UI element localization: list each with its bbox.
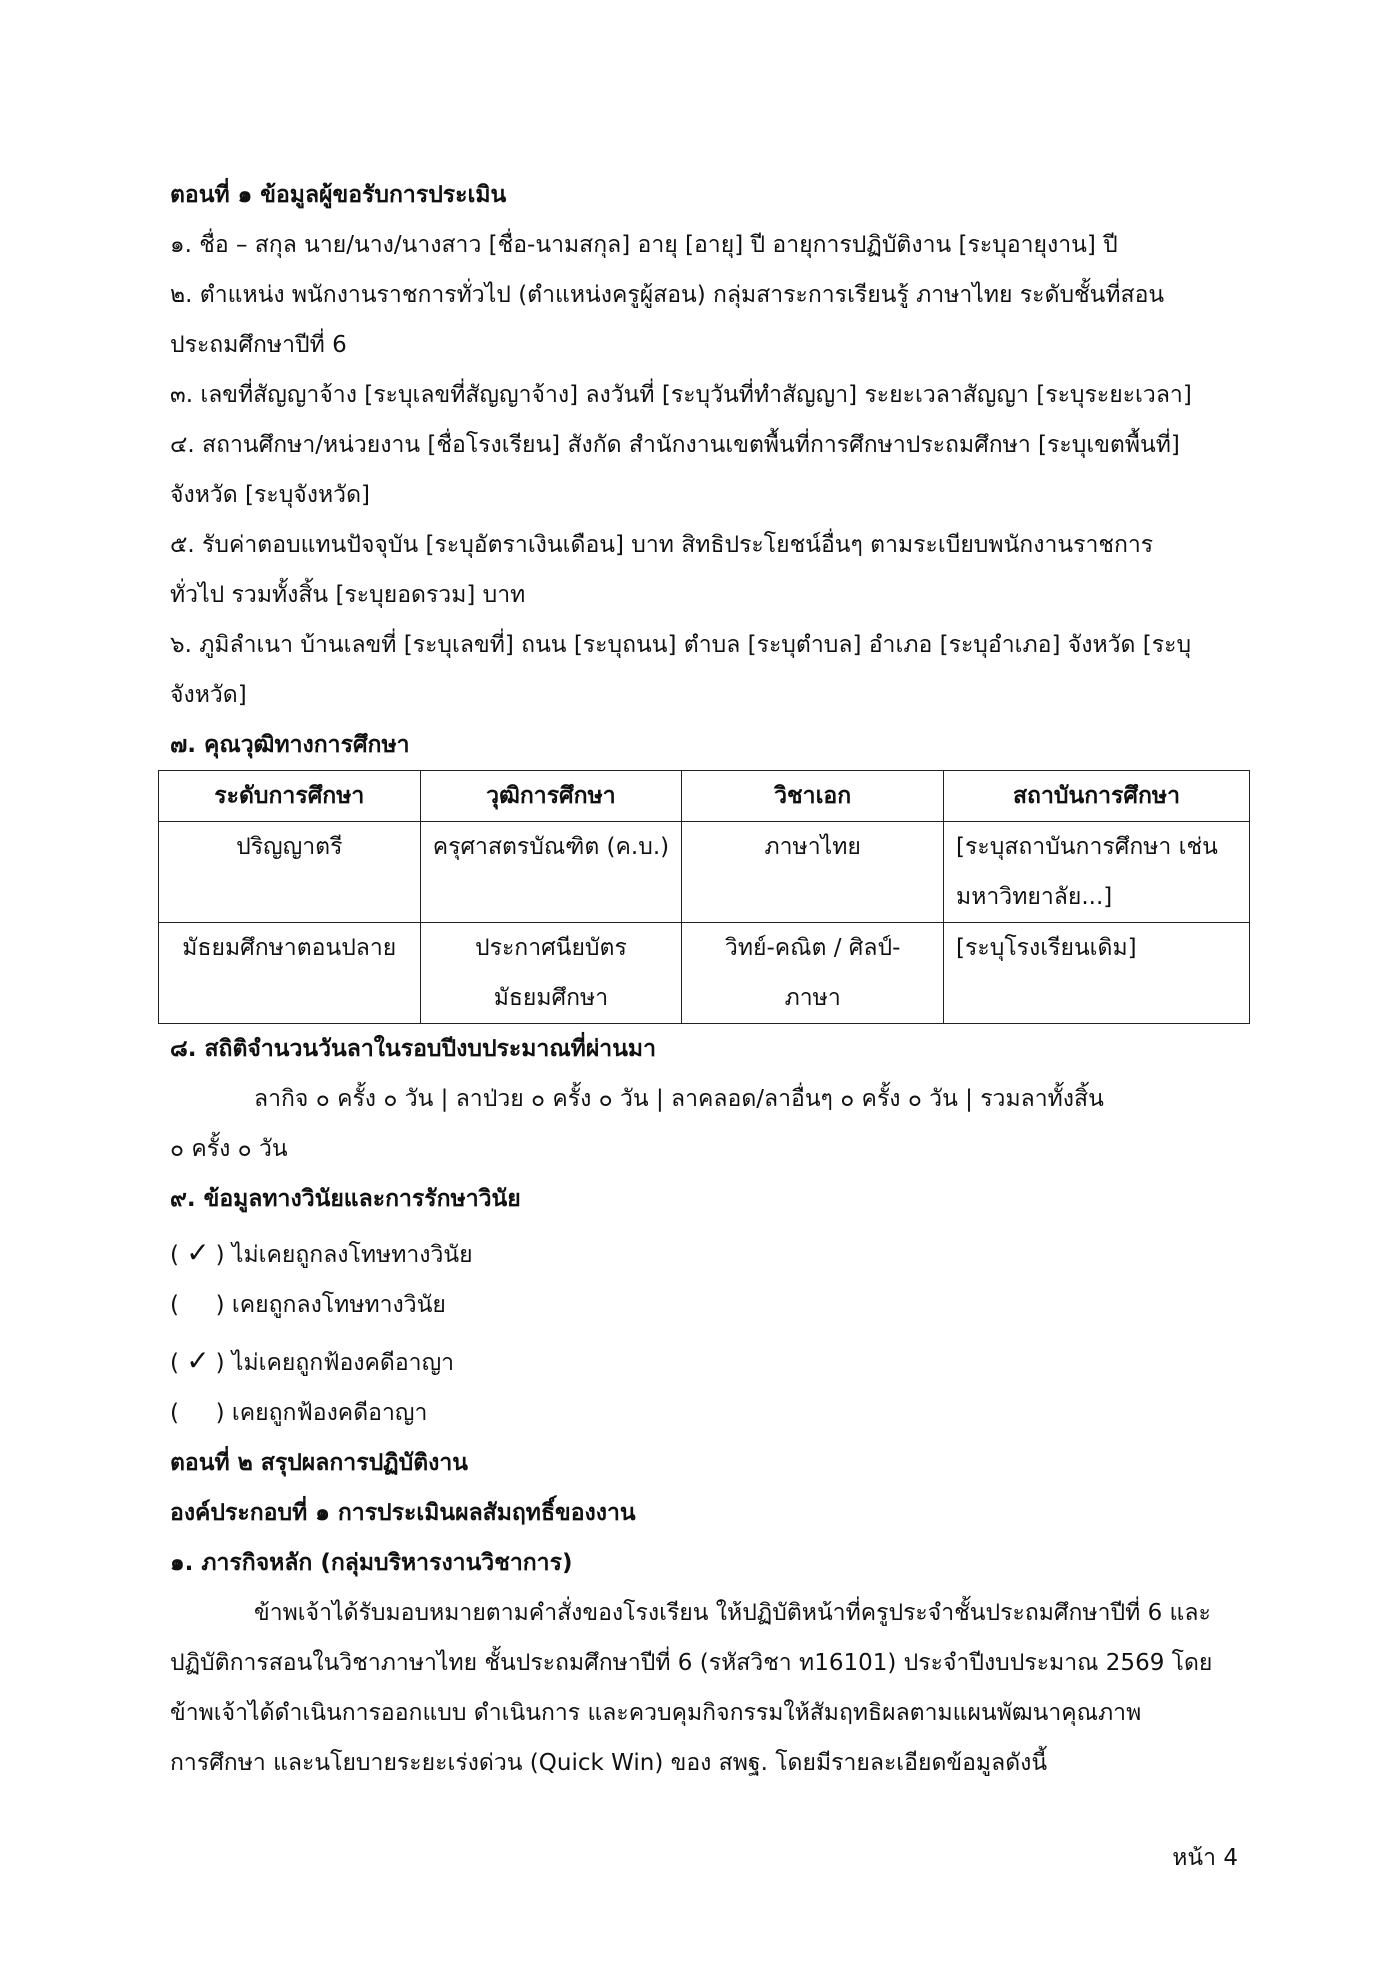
item-name-age: ๑. ชื่อ – สกุล นาย/นาง/นางสาว [ชื่อ-นามสกุล] อายุ [อายุ] ปี อายุการปฏิบัติงาน [ระบุอายุงาน] ปี: [170, 232, 1118, 258]
header-degree: วุฒิการศึกษา: [420, 771, 682, 822]
paragraph-line1-text: ข้าพเจ้าได้รับมอบหมายตามคำสั่งของโรงเรียน ให้ปฏิบัติหน้าที่ครูประจำชั้นประถมศึกษาปีที่ 6 และ: [254, 1600, 1211, 1626]
document-body: [170, 170, 1238, 1788]
check-mark-icon: ✓: [186, 1236, 210, 1269]
cell-major: ภาษาไทย: [682, 822, 944, 923]
cell-level: ปริญญาตรี: [159, 822, 421, 923]
item-address-line1: ๖. ภูมิลำเนา บ้านเลขที่ [ระบุเลขที่] ถนน [ระบุถนน] ตำบล [ระบุตำบล] อำเภอ [ระบุอำเภอ] จังหวัด [ระบุ: [170, 632, 1192, 658]
part1-heading: ตอนที่ ๑ ข้อมูลผู้ขอรับการประเมิน: [170, 182, 507, 208]
paragraph-line1: [170, 1588, 1238, 1638]
discipline-label: เคยถูกลงโทษทางวินัย: [231, 1292, 446, 1318]
table-header-row: [159, 771, 1250, 822]
discipline-item: ( ✓ ) ไม่เคยถูกลงโทษทางวินัย: [170, 1228, 1238, 1280]
table-row: [159, 822, 1250, 923]
cell-institution-line1: [ระบุสถาบันการศึกษา เช่น: [956, 834, 1218, 860]
discipline-item: ( ) เคยถูกลงโทษทางวินัย: [170, 1292, 446, 1318]
item-position-line1: ๒. ตำแหน่ง พนักงานราชการทั่วไป (ตำแหน่งครูผู้สอน) กลุ่มสาระการเรียนรู้ ภาษาไทย ระดับชั้นที่สอน: [170, 282, 1165, 308]
cell-institution: [ระบุโรงเรียนเดิม]: [944, 923, 1250, 1024]
leave-line1-text: ลากิจ ๐ ครั้ง ๐ วัน | ลาป่วย ๐ ครั้ง ๐ วัน | ลาคลอด/ลาอื่นๆ ๐ ครั้ง ๐ วัน | รวมลาทั้งสิ้น: [254, 1086, 1104, 1112]
item-contract: ๓. เลขที่สัญญาจ้าง [ระบุเลขที่สัญญาจ้าง] ลงวันที่ [ระบุวันที่ทำสัญญา] ระยะเวลาสัญญา [ระบุระยะเวลา]: [170, 382, 1192, 408]
discipline-item: ( ) เคยถูกฟ้องคดีอาญา: [170, 1400, 428, 1426]
item-position-line2: ประถมศึกษาปีที่ 6: [170, 332, 347, 358]
header-major: วิชาเอก: [682, 771, 944, 822]
item-school-line1: ๔. สถานศึกษา/หน่วยงาน [ชื่อโรงเรียน] สังกัด สำนักงานเขตพื้นที่การศึกษาประถมศึกษา [ระบุเขตพื้นที่]: [170, 432, 1180, 458]
item-address-line2: จังหวัด]: [170, 682, 247, 708]
discipline-label: ไม่เคยถูกลงโทษทางวินัย: [231, 1242, 473, 1268]
cell-degree-line1: ประกาศนียบัตร: [474, 935, 627, 961]
item-salary-line1: ๕. รับค่าตอบแทนปัจจุบัน [ระบุอัตราเงินเดือน] บาท สิทธิประโยชน์อื่นๆ ตามระเบียบพนักงานราชการ: [170, 532, 1154, 558]
component-heading: องค์ประกอบที่ ๑ การประเมินผลสัมฤทธิ์ของงาน: [170, 1500, 636, 1526]
item-school-line2: จังหวัด [ระบุจังหวัด]: [170, 482, 371, 508]
paragraph-line2: ปฏิบัติการสอนในวิชาภาษาไทย ชั้นประถมศึกษาปีที่ 6 (รหัสวิชา ท16101) ประจำปีงบประมาณ 2569 โดย: [170, 1650, 1213, 1676]
leave-heading: ๘. สถิติจำนวนวันลาในรอบปีงบประมาณที่ผ่านมา: [170, 1036, 657, 1062]
mission-heading: ๑. ภารกิจหลัก (กลุ่มบริหารงานวิชาการ): [170, 1550, 573, 1576]
header-institution: สถาบันการศึกษา: [944, 771, 1250, 822]
cell-major: [682, 923, 944, 1024]
cell-major-line2: ภาษา: [784, 985, 841, 1011]
table-row: [159, 923, 1250, 1024]
leave-line1: [170, 1074, 1238, 1124]
cell-major-line1: วิทย์-คณิต / ศิลป์-: [724, 935, 901, 961]
leave-line2: ๐ ครั้ง ๐ วัน: [170, 1136, 288, 1162]
discipline-label: ไม่เคยถูกฟ้องคดีอาญา: [231, 1350, 455, 1376]
cell-degree-line2: มัธยมศึกษา: [493, 985, 609, 1011]
discipline-heading: ๙. ข้อมูลทางวินัยและการรักษาวินัย: [170, 1186, 521, 1212]
cell-institution-line2: มหาวิทยาลัย...]: [956, 884, 1113, 910]
cell-institution: [944, 822, 1250, 923]
check-mark-icon: ✓: [186, 1344, 210, 1377]
education-table: [158, 770, 1250, 1024]
education-heading: ๗. คุณวุฒิทางการศึกษา: [170, 732, 410, 758]
paragraph-line4: การศึกษา และนโยบายระยะเร่งด่วน (Quick Win) ของ สพฐ. โดยมีรายละเอียดข้อมูลดังนี้: [170, 1750, 1048, 1776]
discipline-label: เคยถูกฟ้องคดีอาญา: [231, 1400, 428, 1426]
discipline-item: ( ✓ ) ไม่เคยถูกฟ้องคดีอาญา: [170, 1336, 1238, 1388]
item-salary-line2: ทั่วไป รวมทั้งสิ้น [ระบุยอดรวม] บาท: [170, 582, 526, 608]
page-number: หน้า 4: [1172, 1845, 1238, 1871]
cell-level: มัธยมศึกษาตอนปลาย: [159, 923, 421, 1024]
header-level: ระดับการศึกษา: [159, 771, 421, 822]
discipline-list: [170, 1228, 1238, 1438]
cell-degree: [420, 923, 682, 1024]
part2-heading: ตอนที่ ๒ สรุปผลการปฏิบัติงาน: [170, 1450, 469, 1476]
cell-degree: ครุศาสตรบัณฑิต (ค.บ.): [420, 822, 682, 923]
paragraph-line3: ข้าพเจ้าได้ดำเนินการออกแบบ ดำเนินการ และควบคุมกิจกรรมให้สัมฤทธิผลตามแผนพัฒนาคุณภาพ: [170, 1700, 1142, 1726]
